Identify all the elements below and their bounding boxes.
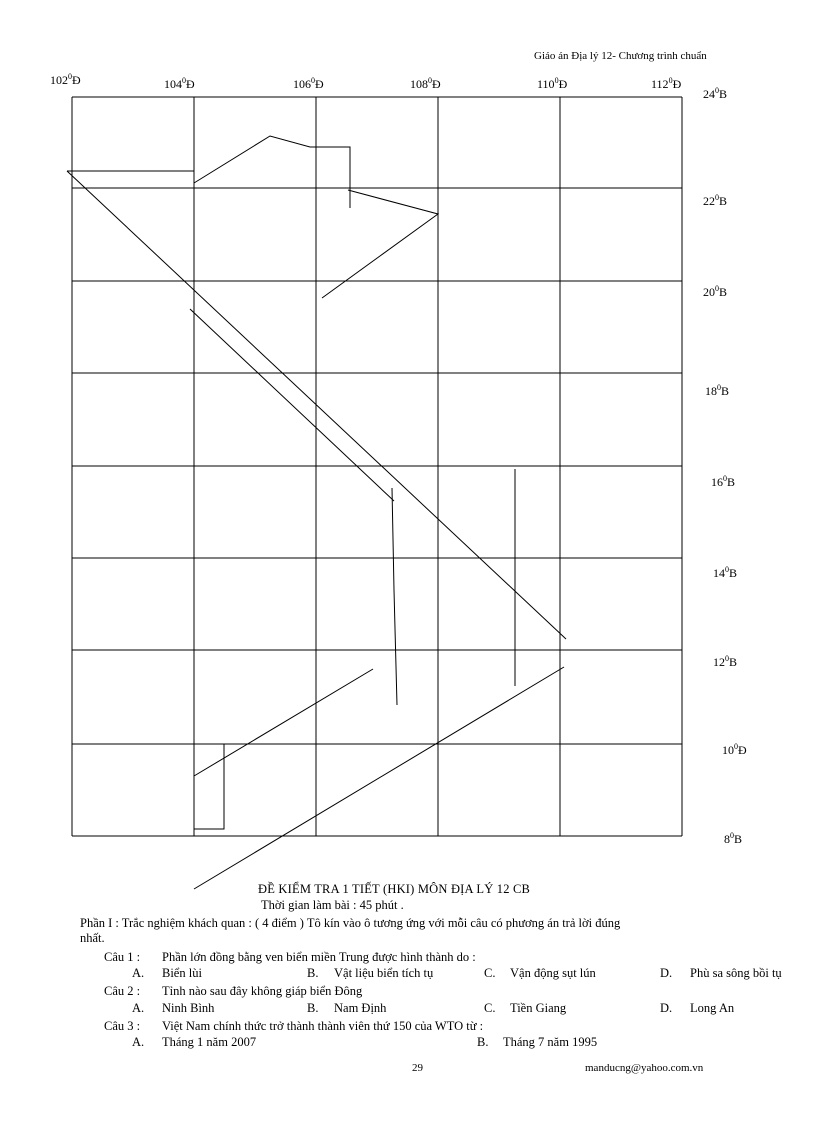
q2-option-b: Nam Định — [334, 1001, 387, 1015]
page-number: 29 — [412, 1062, 423, 1074]
sketch-line — [190, 309, 394, 501]
q2-option-c: Tiền Giang — [510, 1001, 567, 1015]
longitude-label-110: $110^0Đ$ — [537, 76, 568, 91]
latitude-label-14: $14^0B$ — [713, 565, 738, 580]
latitude-label-12: $12^0B$ — [713, 654, 738, 669]
longitude-label-104: $104^0Đ$ — [164, 76, 195, 91]
q3-option-b-letter: B. — [477, 1035, 489, 1049]
q2-option-a-letter: A. — [132, 1001, 145, 1015]
latitude-label-10: $10^0Đ$ — [722, 742, 747, 757]
q1-option-c: Vận động sụt lún — [510, 966, 596, 980]
q2-option-a: Ninh Bình — [162, 1001, 215, 1015]
q3-option-b: Tháng 7 năm 1995 — [503, 1035, 598, 1049]
question-3-text: Việt Nam chính thức trở thành thành viên thứ 150 của WTO từ : — [162, 1019, 484, 1033]
q3-option-a-letter: A. — [132, 1035, 145, 1049]
q1-option-b-letter: B. — [307, 966, 319, 980]
q1-option-d: Phù sa sông bồi tụ — [690, 966, 782, 980]
latitude-label-18: $18^0B$ — [705, 383, 730, 398]
longitude-label-106: $106^0Đ$ — [293, 76, 324, 91]
latitude-label-20: $20^0B$ — [703, 284, 728, 299]
sketch-line — [194, 744, 224, 829]
sketch-line — [194, 669, 373, 776]
sketch-line — [322, 190, 438, 298]
q3-option-a: Tháng 1 năm 2007 — [162, 1035, 257, 1049]
q1-option-b: Vật liệu biển tích tụ — [334, 966, 434, 980]
footer-email: manducng@yahoo.com.vn — [585, 1062, 704, 1074]
sketch-line — [194, 667, 564, 889]
exam-duration: Thời gian làm bài : 45 phút . — [261, 898, 404, 912]
q2-option-b-letter: B. — [307, 1001, 319, 1015]
q1-option-d-letter: D. — [660, 966, 673, 980]
question-1-label: Câu 1 : — [104, 950, 141, 964]
latitude-label-8: $8^0B$ — [724, 831, 743, 846]
latitude-label-16: $16^0B$ — [711, 474, 736, 489]
q1-option-a: Biển lùi — [162, 966, 202, 980]
exam-title: ĐỀ KIỂM TRA 1 TIẾT (HKI) MÔN ĐỊA LÝ 12 CB — [258, 882, 531, 896]
page-header: Giáo án Địa lý 12- Chương trình chuẩn — [534, 50, 707, 62]
sketch-line — [194, 136, 350, 208]
longitude-label-112: $112^0Đ$ — [651, 76, 682, 91]
part1-instructions-cont: nhất. — [80, 931, 105, 945]
latitude-label-24: $24^0B$ — [703, 86, 728, 101]
q2-option-c-letter: C. — [484, 1001, 496, 1015]
question-3-label: Câu 3 : — [104, 1019, 141, 1033]
part1-instructions: Phần I : Trắc nghiệm khách quan : ( 4 điểm ) Tô kín vào ô tương ứng với mỗi câu có phương án trả lời đúng — [80, 916, 621, 930]
q1-option-a-letter: A. — [132, 966, 145, 980]
question-1-text: Phần lớn đồng bằng ven biển miền Trung được hình thành do : — [162, 950, 476, 964]
q1-option-c-letter: C. — [484, 966, 496, 980]
q2-option-d-letter: D. — [660, 1001, 673, 1015]
question-2-label: Câu 2 : — [104, 984, 141, 998]
longitude-label-102: $102^0Đ$ — [50, 72, 81, 87]
q2-option-d: Long An — [690, 1001, 735, 1015]
latitude-label-22: $22^0B$ — [703, 193, 728, 208]
question-2-text: Tỉnh nào sau đây không giáp biển Đông — [162, 984, 363, 998]
sketch-line — [392, 488, 397, 705]
longitude-label-108: $108^0Đ$ — [410, 76, 441, 91]
